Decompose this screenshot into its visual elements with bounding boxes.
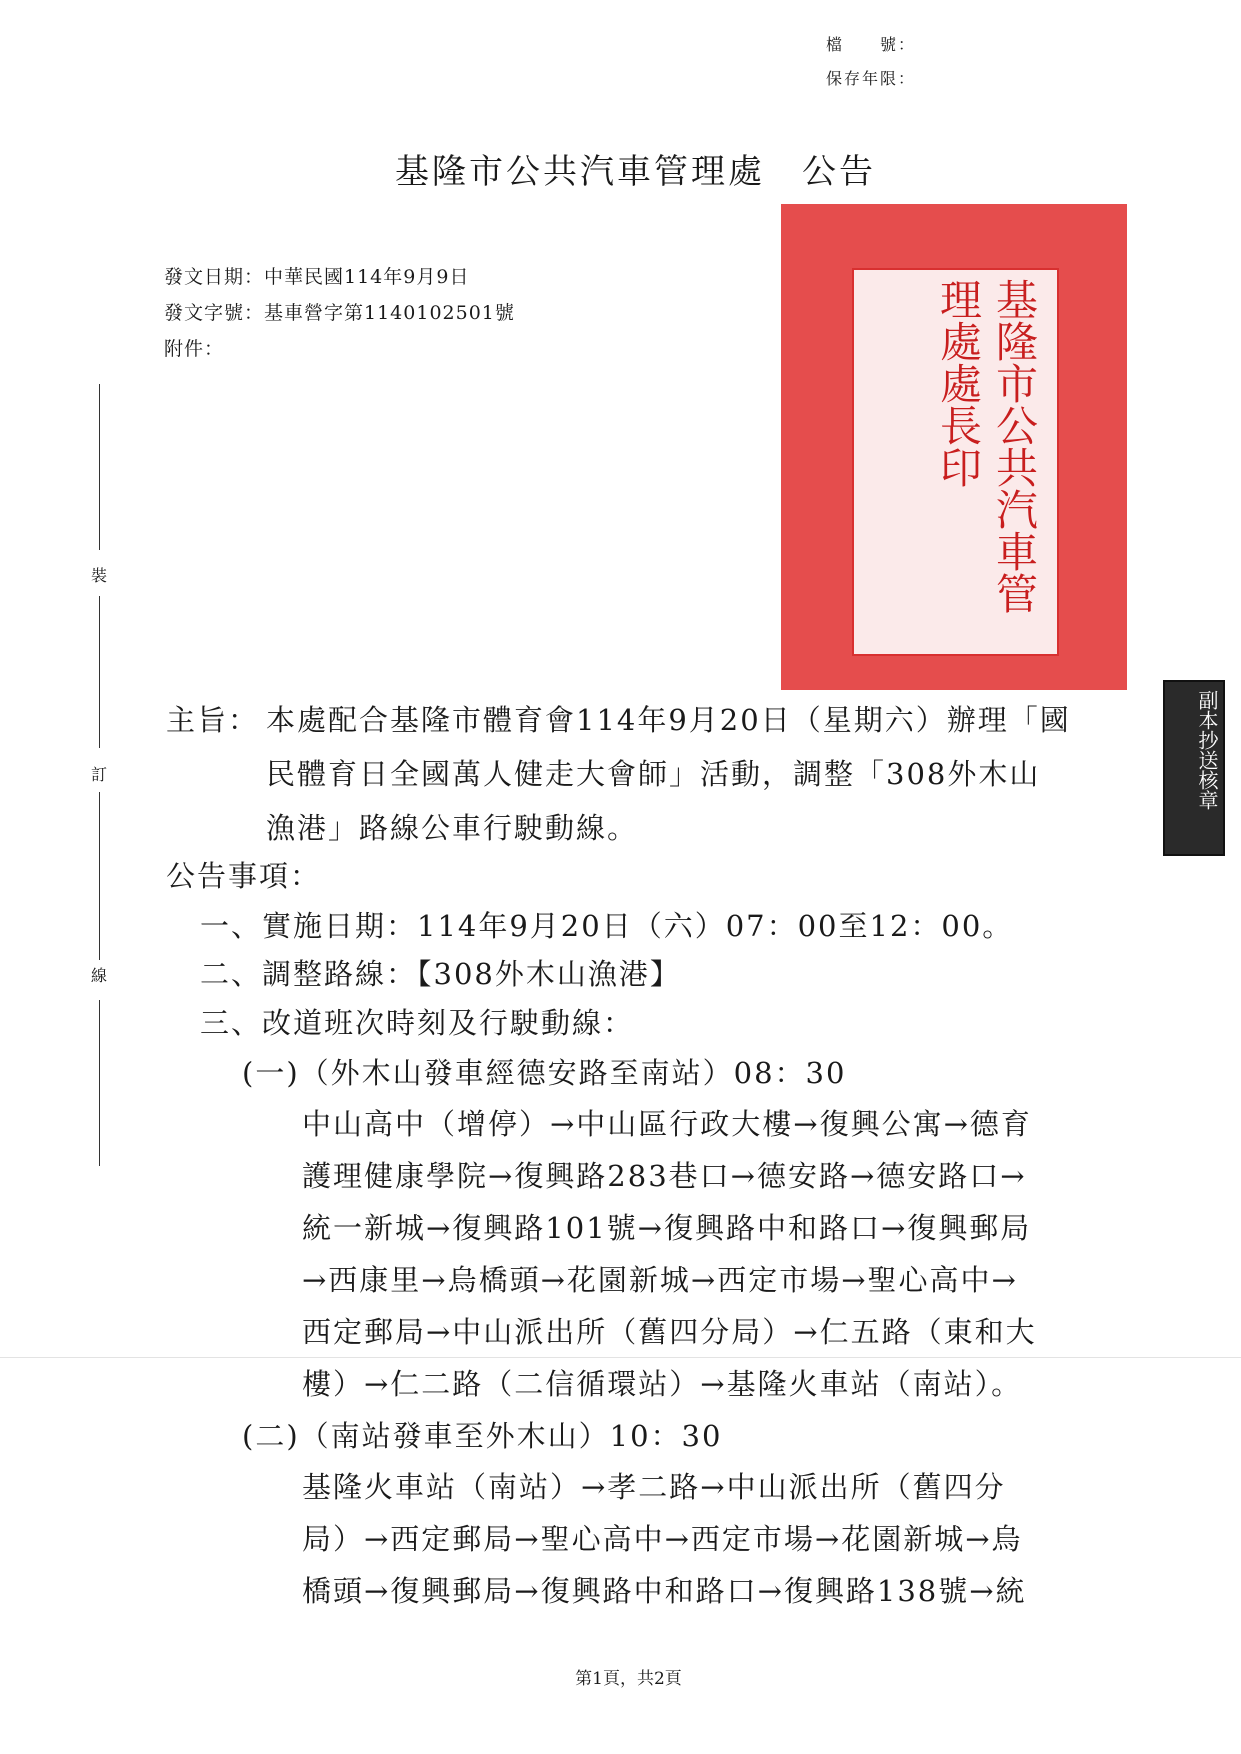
route-line: 護理健康學院→復興路283巷口→德安路→德安路口→	[302, 1159, 1027, 1193]
file-number-label: 檔 號：	[826, 35, 917, 54]
route-line: 西定郵局→中山派出所（舊四分局）→仁五路（東和大	[302, 1315, 1037, 1349]
page-number: 第1頁，共2頁	[575, 1669, 682, 1689]
route-heading: (一)（外木山發車經德安路至南站）08：30	[242, 1056, 847, 1090]
subject-line: 民體育日全國萬人健走大會師」活動，調整「308外木山	[266, 757, 1041, 791]
route-line: →西康里→烏橋頭→花園新城→西定市場→聖心高中→	[302, 1263, 1018, 1297]
binding-line	[99, 1000, 100, 1166]
scan-line	[0, 1357, 1241, 1358]
issue-number: 發文字號：基車營字第1140102501號	[164, 302, 515, 324]
binding-line	[99, 792, 100, 960]
notice-item: 三、改道班次時刻及行駛動線：	[200, 1006, 635, 1040]
route-line: 局）→西定郵局→聖心高中→西定市場→花園新城→烏	[302, 1522, 1023, 1556]
attachment-label: 附件：	[164, 338, 225, 360]
notice-item: 二、調整路線：【308外木山漁港】	[200, 957, 681, 991]
subject-line: 漁港」路線公車行駛動線。	[266, 811, 639, 845]
binding-char: 訂	[91, 765, 108, 784]
route-line: 橋頭→復興郵局→復興路中和路口→復興路138號→統	[302, 1574, 1027, 1608]
binding-char: 裝	[91, 566, 108, 585]
notice-heading: 公告事項：	[166, 859, 322, 893]
route-line: 中山高中（增停）→中山區行政大樓→復興公寓→德育	[302, 1107, 1032, 1141]
side-stamp-text: 副本抄送核章	[1195, 690, 1219, 810]
official-seal-text: 基隆市公共汽車管理處處長印	[934, 278, 1039, 614]
route-line: 樓）→仁二路（二信循環站）→基隆火車站（南站）。	[302, 1367, 1023, 1401]
route-heading: (二)（南站發車至外木山）10：30	[242, 1419, 723, 1453]
issue-date: 發文日期：中華民國114年9月9日	[164, 266, 470, 288]
retention-period-label: 保存年限：	[826, 69, 917, 88]
notice-item: 一、實施日期：114年9月20日（六）07：00至12：00。	[200, 909, 1014, 943]
binding-line	[99, 384, 100, 550]
document-title: 基隆市公共汽車管理處 公告	[395, 152, 876, 192]
route-line: 基隆火車站（南站）→孝二路→中山派出所（舊四分	[302, 1470, 1006, 1504]
subject-label: 主旨：	[166, 703, 260, 737]
route-line: 統一新城→復興路101號→復興路中和路口→復興郵局	[302, 1211, 1032, 1245]
binding-char: 線	[91, 966, 108, 985]
binding-line	[99, 596, 100, 748]
subject-line: 本處配合基隆市體育會114年9月20日（星期六）辦理「國	[266, 703, 1071, 737]
